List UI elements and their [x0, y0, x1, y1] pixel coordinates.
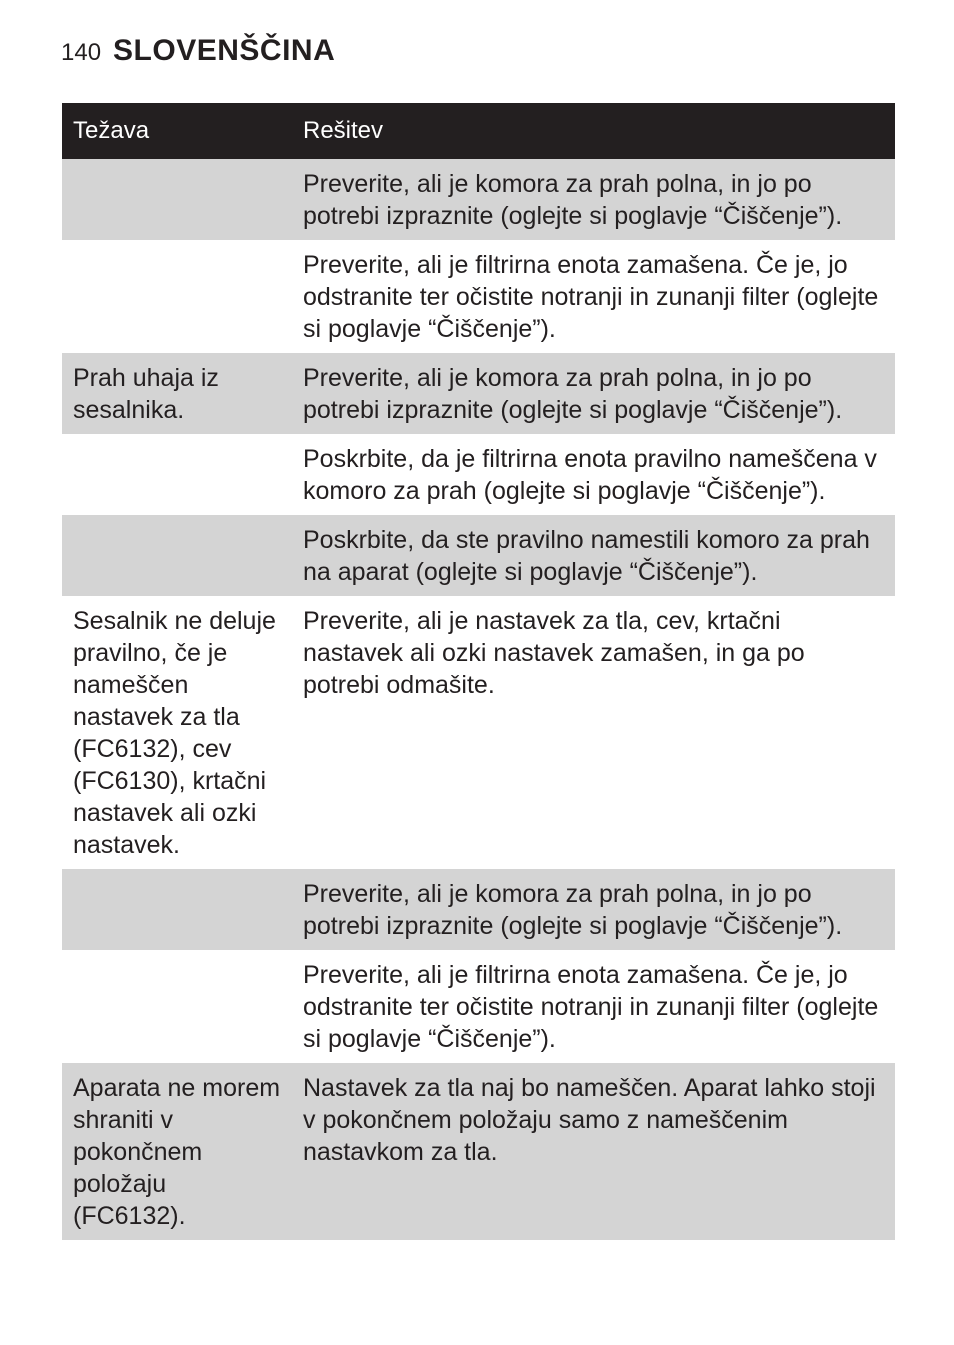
table-row	[62, 950, 895, 1063]
solution-cell: Preverite, ali je komora za prah polna, in jo po potrebi izpraznite (oglejte si poglavje “Čiščenje”).	[303, 364, 843, 424]
problem-cell: Sesalnik ne deluje pravilno, če je nameščen nastavek za tla (FC6132), cev (FC6130), krtačni nastavek ali ozki nastavek.	[73, 607, 276, 859]
table-row	[62, 869, 895, 950]
table-row	[62, 434, 895, 515]
problem-cell	[62, 159, 291, 240]
solution-cell: Poskrbite, da ste pravilno namestili komoro za prah na aparat (oglejte si poglavje “Čiščenje”).	[303, 526, 870, 586]
problem-cell	[62, 515, 291, 596]
problem-cell: Aparata ne morem shraniti v pokončnem položaju (FC6132).	[73, 1074, 281, 1230]
table-header-row	[62, 103, 895, 159]
problem-cell	[62, 240, 291, 353]
problem-cell	[62, 869, 291, 950]
troubleshooting-table	[62, 103, 895, 1240]
table-row	[62, 1063, 895, 1240]
solution-cell: Poskrbite, da je filtrirna enota pravilno nameščena v komoro za prah (oglejte si poglavje “Čiščenje”).	[303, 445, 877, 505]
problem-cell	[62, 434, 291, 515]
table-body	[62, 159, 895, 1240]
problem-cell	[62, 950, 291, 1063]
column-header-problem: Težava	[73, 117, 150, 144]
page-number: 140	[61, 39, 102, 66]
solution-cell: Nastavek za tla naj bo nameščen. Aparat lahko stoji v pokončnem položaju samo z nameščenim nastavkom za tla.	[303, 1074, 876, 1166]
page-title: SLOVENŠČINA	[113, 34, 336, 67]
table-row	[62, 596, 895, 869]
column-header-solution: Rešitev	[303, 117, 384, 144]
solution-cell: Preverite, ali je komora za prah polna, in jo po potrebi izpraznite (oglejte si poglavje “Čiščenje”).	[303, 170, 843, 230]
problem-cell: Prah uhaja iz sesalnika.	[73, 364, 219, 424]
page-header	[61, 34, 335, 74]
table-row	[62, 159, 895, 240]
solution-cell: Preverite, ali je komora za prah polna, in jo po potrebi izpraznite (oglejte si poglavje “Čiščenje”).	[303, 880, 843, 940]
table-row	[62, 240, 895, 353]
solution-cell: Preverite, ali je nastavek za tla, cev, krtačni nastavek ali ozki nastavek zamašen, in ga po potrebi odmašite.	[303, 607, 805, 699]
table-row	[62, 353, 895, 434]
solution-cell: Preverite, ali je filtrirna enota zamašena. Če je, jo odstranite ter očistite notranji in zunanji filter (oglejte si poglavje “Čiščenje”).	[303, 251, 879, 343]
solution-cell: Preverite, ali je filtrirna enota zamašena. Če je, jo odstranite ter očistite notranji in zunanji filter (oglejte si poglavje “Čiščenje”).	[303, 961, 879, 1053]
table-row	[62, 515, 895, 596]
